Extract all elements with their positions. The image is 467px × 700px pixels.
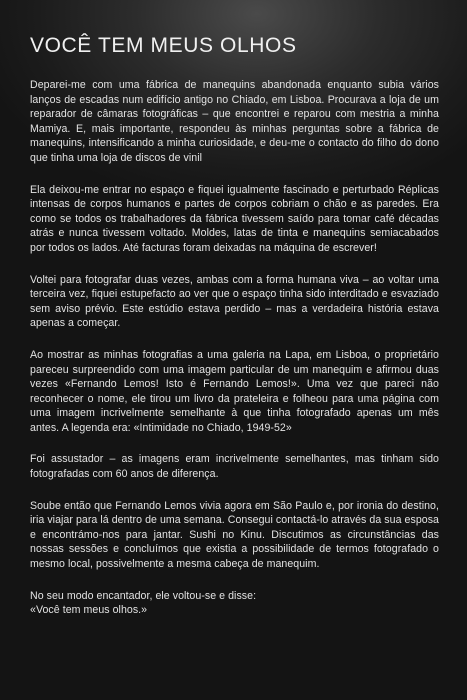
paragraph-2: Ela deixou-me entrar no espaço e fiquei igualmente fascinado e perturbado Réplicas intensas de corpos humanos e partes de corpos cobriam o chão e as paredes. Era como se todos os trabalhadores da fábrica tivessem saído para tomar café décadas atrás e nunca tivessem voltado. Moldes, latas de tinta e manequins semiacabados por todos os lados. Até facturas foram deixadas na máquina de escrever! [30, 183, 439, 254]
closing-paragraph [30, 589, 439, 618]
paragraph-5: Foi assustador – as imagens eram incrivelmente semelhantes, mas tinham sido fotografadas com 60 anos de diferença. [30, 453, 439, 481]
paragraph-4: Ao mostrar as minhas fotografias a uma galeria na Lapa, em Lisboa, o proprietário pareceu surpreendido com uma imagem particular de um manequim e afirmou duas vezes «Fernando Lemos! Isto é Fernando Lemos!». Uma vez que pareci não reconhecer o nome, ele tirou um livro da prateleira e folheou para uma página com uma imagem incrivelmente semelhante à que tinha fotografado apenas um mês antes. A legenda era: «Intimidade no Chiado, 1949-52» [30, 348, 439, 434]
paragraph-6: Soube então que Fernando Lemos vivia agora em São Paulo e, por ironia do destino, iria viajar para lá dentro de uma semana. Consegui contactá-lo através da sua esposa e encontrámo-nos para jantar. Sushi no Kinu. Discutimos as circunstâncias das nossas sessões e concluímos que existia a possibilidade de termos fotografado o mesmo local, possivelmente a mesma cabeça de manequim. [30, 499, 439, 571]
page-title: VOCÊ TEM MEUS OLHOS [30, 34, 297, 57]
paragraph-1: Deparei-me com uma fábrica de manequins abandonada enquanto subia vários lanços de escadas num edifício antigo no Chiado, em Lisboa. Procurava a loja de um reparador de câmaras fotográficas – que encontrei e reparou com mestria a minha Mamiya. E, mais importante, respondeu às minhas perguntas sobre a fábrica de manequins, intensificando a minha curiosidade, e deu-me o contacto do filho do dono que tinha uma loja de discos de vinil [30, 79, 439, 164]
closing-quote: «Você tem meus olhos.» [30, 604, 148, 617]
paragraph-3: Voltei para fotografar duas vezes, ambas com a forma humana viva – ao voltar uma terceira vez, fiquei estupefacto ao ver que o espaço tinha sido interditado e esvaziado sem aviso prévio. Este estúdio estava perdido – mas a verdadeira história estava apenas a começar. [30, 273, 439, 330]
closing-line-1: No seu modo encantador, ele voltou-se e disse: [30, 589, 257, 602]
